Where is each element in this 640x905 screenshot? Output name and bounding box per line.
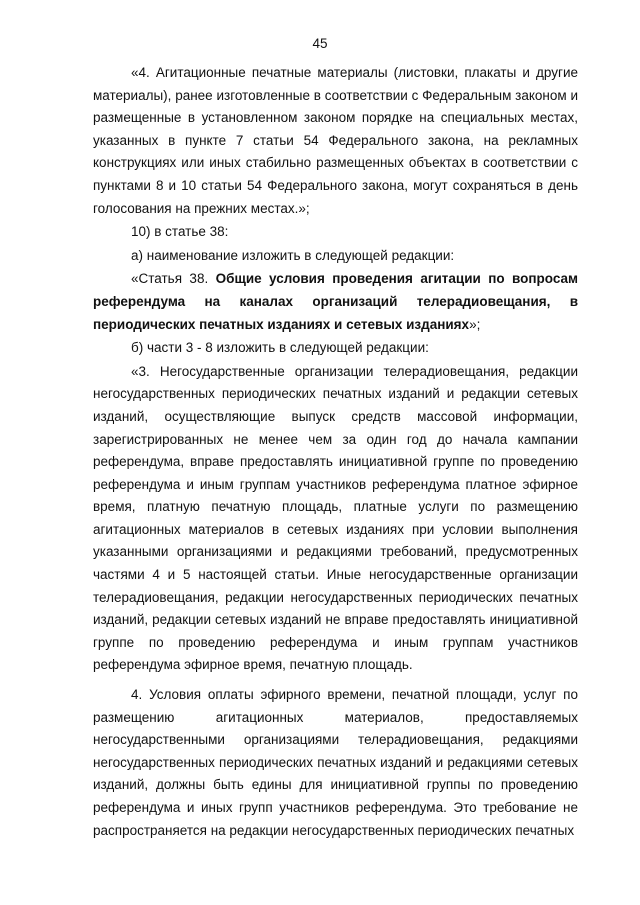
document-body	[93, 62, 578, 843]
article-38-title: Общие условия проведения агитации по вопросам референдума на каналах организаций телерадиовещания, в периодических печатных изданиях и сетевых изданиях	[93, 271, 579, 332]
paragraph-item-10: 10) в статье 38:	[131, 224, 229, 240]
article-38-prefix: «Статья 38.	[131, 271, 216, 287]
paragraph-part-4: 4. Условия оплаты эфирного времени, печатной площади, услуг по размещению агитационных материалов, предоставляемых негосударственными организациями телерадиовещания, редакциями негосударственных периодических печатных изданий и редакциями сетевых изданий, должны быть едины для инициативной группы по проведению референдума и иных групп участников референдума. Это требование не распространяется на редакции негосударственных периодических печатных	[93, 687, 578, 838]
paragraph-part-3: «3. Негосударственные организации телерадиовещания, редакции негосударственных периодических печатных изданий и редакции сетевых изданий, осуществляющие выпуск средств массовой информации, зарегистрированных не менее чем за один год до начала кампании референдума, вправе предоставлять инициативной группе по проведению референдума и иным группам участников референдума платное эфирное время, платную печатную площадь, платные услуги по размещению агитационных материалов в сетевых изданиях при условии выполнения указанными организациями и редакциями требований, предусмотренных частями 4 и 5 настоящей статьи. Иные негосударственные организации телерадиовещания, редакции негосударственных периодических печатных изданий, редакции сетевых изданий не вправе предоставлять инициативной группе по проведению референдума и иным группам участников референдума эфирное время, печатную площадь.	[93, 363, 578, 673]
paragraph-subitem-b: б) части 3 - 8 изложить в следующей редакции:	[131, 340, 429, 356]
paragraph-article-37-part-4: «4. Агитационные печатные материалы (листовки, плакаты и другие материалы), ранее изготовленные в соответствии с Федеральным законом и размещенные в установленном законом порядке на специальных местах, указанных в пункте 7 статьи 54 Федерального закона, на рекламных конструкциях или иных стабильно размещенных объектах в соответствии с пунктами 8 и 10 статьи 54 Федерального закона, могут сохраняться в день голосования на прежних местах.»;	[93, 65, 578, 216]
article-38-heading	[93, 268, 578, 336]
page-number: 45	[312, 36, 328, 51]
article-38-suffix: »;	[469, 316, 481, 332]
paragraph-subitem-a: а) наименование изложить в следующей редакции:	[131, 247, 455, 263]
